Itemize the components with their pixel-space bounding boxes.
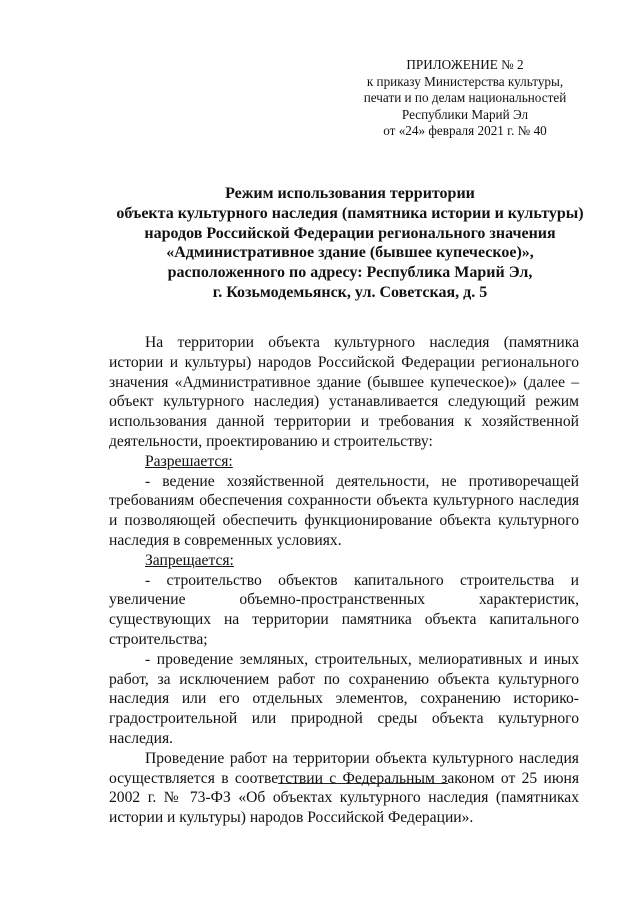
title-line: «Административное здание (бывшее купеческое)», (166, 244, 534, 262)
appendix-date-line: от «24» февраля 2021 г. № 40 (383, 123, 547, 139)
intro-paragraph: На территории объекта культурного наследия (памятника истории и культуры) народов Российской Федерации регионального значения «Административное здание (бывшее купеческое)» (далее – объект культурного наследия) устанавливается следующий режим использования данной территории и требования к хозяйственной деятельности, проектированию и строительству: (109, 334, 579, 450)
title-line: г. Козьмодемьянск, ул. Советская, д. 5 (212, 283, 488, 301)
forbidden-item: - строительство объектов капитального строительства и увеличение объемно-пространственных характеристик, существующих на территории памятника объекта капитального строительства; (109, 571, 579, 648)
title-line: Режим использования территории (225, 185, 475, 202)
allowed-heading-text: Разрешается: (145, 452, 233, 470)
forbidden-heading-text: Запрещается: (145, 551, 234, 569)
appendix-republic-line: Республики Марий Эл (401, 106, 529, 122)
forbidden-heading (109, 551, 579, 571)
forbidden-item: - проведение земляных, строительных, мелиоративных и иных работ, за исключением работ по сохранению объекта культурного наследия или его отдельных элементов, сохранению историко-градостроительной или природной среды объекта культурного наследия. (109, 650, 579, 747)
document-body (109, 333, 579, 828)
closing-paragraph: Проведение работ на территории объекта культурного наследия осуществляется в соответствии с Федеральным законом от 25 июня 2002 г. № 73-ФЗ «Об объектах культурного наследия (памятниках истории и культуры) народов Российской Федерации». (109, 749, 579, 827)
title-line: народов Российской Федерации регионального значения (144, 224, 556, 242)
document-title (80, 184, 620, 303)
appendix-order-line: к приказу Министерства культуры, (366, 73, 564, 89)
appendix-ministry-line: печати и по делам национальностей (363, 90, 567, 106)
allowed-item: - ведение хозяйственной деятельности, не противоречащей требованиям обеспечения сохранности объекта культурного наследия и позволяющей обеспечить функционирование объекта культурного наследия в современных условиях. (109, 472, 579, 549)
title-line: объекта культурного наследия (памятника истории и культуры) (116, 204, 584, 222)
title-line: расположенного по адресу: Республика Марий Эл, (167, 264, 533, 282)
appendix-number: ПРИЛОЖЕНИЕ № 2 (406, 57, 524, 72)
appendix-header (340, 57, 590, 140)
end-divider (278, 783, 448, 784)
allowed-heading (109, 452, 579, 472)
